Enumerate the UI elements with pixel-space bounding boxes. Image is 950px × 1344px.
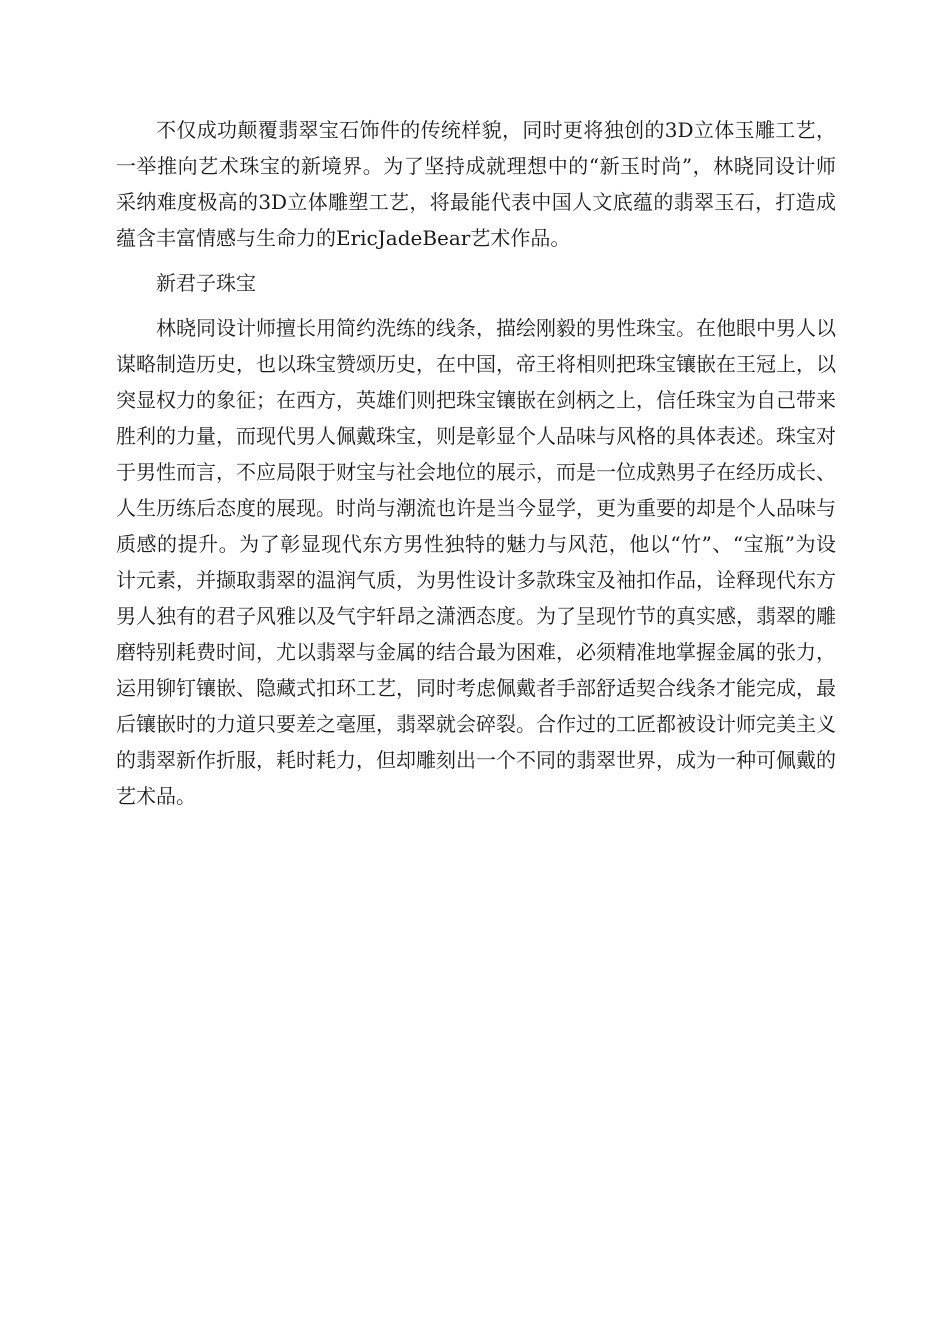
document-body [116, 112, 836, 814]
body-paragraph-2: 林晓同设计师擅长用简约洗练的线条，描绘刚毅的男性珠宝。在他眼中男人以谋略制造历史，也以珠宝赞颂历史，在中国，帝王将相则把珠宝镶嵌在王冠上，以突显权力的象征；在西方，英雄们则把珠宝镶嵌在剑柄之上，信任珠宝为自己带来胜利的力量，而现代男人佩戴珠宝，则是彰显个人品味与风格的具体表述。珠宝对于男性而言，不应局限于财宝与社会地位的展示，而是一位成熟男子在经历成长、人生历练后态度的展现。时尚与潮流也许是当今显学，更为重要的却是个人品味与质感的提升。为了彰显现代东方男性独特的魅力与风范，他以“竹”、“宝瓶”为设计元素，并撷取翡翠的温润气质，为男性设计多款珠宝及袖扣作品，诠释现代东方男人独有的君子风雅以及气宇轩昂之潇洒态度。为了呈现竹节的真实感，翡翠的雕磨特别耗费时间，尤以翡翠与金属的结合最为困难，必须精准地掌握金属的张力，运用铆钉镶嵌、隐藏式扣环工艺，同时考虑佩戴者手部舒适契合线条才能完成，最后镶嵌时的力道只要差之毫厘，翡翠就会碎裂。合作过的工匠都被设计师完美主义的翡翠新作折服，耗时耗力，但却雕刻出一个不同的翡翠世界，成为一种可佩戴的艺术品。 [116, 316, 836, 808]
body-paragraph-1: 不仅成功颠覆翡翠宝石饰件的传统样貌，同时更将独创的3D立体玉雕工艺，一举推向艺术珠宝的新境界。为了坚持成就理想中的“新玉时尚”，林晓同设计师采纳难度极高的3D立体雕塑工艺，将最能代表中国人文底蕴的翡翠玉石，打造成蕴含丰富情感与生命力的EricJadeBear艺术作品。 [116, 118, 836, 250]
section-heading: 新君子珠宝 [156, 271, 256, 295]
